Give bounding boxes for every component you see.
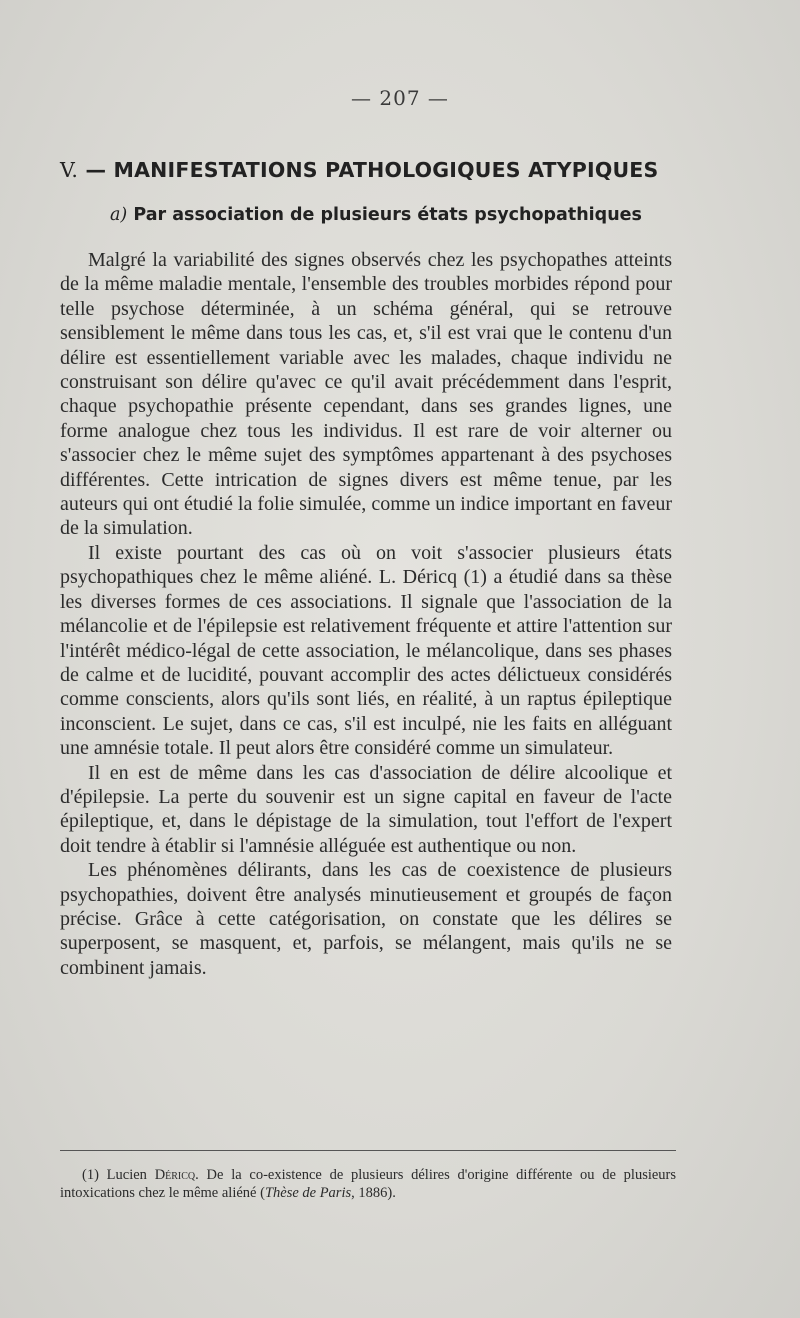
paragraph-4: Les phénomènes délirants, dans les cas de coexistence de plusieurs psychopathies, doivent être analysés minutieusement et groupés de façon précise. Grâce à cette catégorisation, on constate que les délires se superposent, se masquent, et, parfois, se mélangent, mais qu'ils ne se combinent jamais. (60, 859, 672, 979)
footnote-source: Thèse de Paris (264, 1185, 352, 1201)
paragraph-2: Il existe pourtant des cas où on voit s'associer plusieurs états psychopathiques chez le même aliéné. L. Déricq (1) a étudié dans sa thèse les diverses formes de ces associations. Il signale que l'association de la mélancolie et de l'épilepsie est relativement fréquente et attire l'attention sur l'intérêt médico-légal de cette association, le mélancolique, dans ses phases de calme et de lucidité, pouvant accomplir des actes délictueux considérés comme conscients, alors qu'ils sont liés, en réalité, à un raptus épileptique inconscient. Le sujet, dans ce cas, s'il est inculpé, nie les faits en alléguant une amnésie totale. Il peut alors être considéré comme un simulateur. (60, 541, 672, 760)
footnote-author-last: Déricq. (154, 1167, 199, 1183)
section-heading (60, 158, 750, 182)
footnote-text: De la co-existence de plusieurs délires d'origine différente ou de plusieurs intoxications chez le même aliéné ( (60, 1167, 677, 1201)
footnote-paragraph (60, 1166, 676, 1202)
footnote-tail: , 1886). (351, 1185, 396, 1201)
paragraph-1: Malgré la variabilité des signes observés chez les psychopathes atteints de la même maladie mentale, l'ensemble des troubles morbides répond pour telle psychose déterminée, à un schéma général, qui se retrouve sensiblement le même dans tous les cas, et, s'il est vrai que le contenu d'un délire est essentiellement variable avec les malades, chaque individu ne construisant son délire qu'avec ce qu'il avait précédemment dans l'esprit, chaque psychopathie présente cependant, dans ses grandes lignes, une forme analogue chez tous les individus. Il est rare de voir alterner ou s'associer chez le même sujet des symptômes appartenant à des psychoses différentes. Cette intrication de signes divers est même tenue, par les auteurs qui ont étudié la folie simulée, comme un indice important en faveur de la simulation. (60, 249, 672, 540)
body-text (60, 248, 672, 980)
section-title-text: — MANIFESTATIONS PATHOLOGIQUES ATYPIQUES (85, 158, 659, 182)
page-number: — 207 — (351, 86, 449, 110)
footnote-marker: (1) (82, 1167, 99, 1183)
paragraph-3: Il en est de même dans les cas d'association de délire alcoolique et d'épilepsie. La perte du souvenir est un signe capital en faveur de l'acte épileptique, et, dans le dépistage de la simulation, tout l'effort de l'expert doit tendre à établir si l'amnésie alléguée est authentique ou non. (60, 761, 672, 857)
subsection-heading (110, 205, 642, 225)
footnote-divider (60, 1150, 676, 1151)
footnote-author-first: Lucien (106, 1167, 147, 1183)
subsection-title-text: Par association de plusieurs états psychopathiques (133, 205, 642, 225)
section-numeral: V. (60, 158, 79, 182)
footnote (60, 1166, 676, 1202)
subsection-letter: a) (110, 205, 128, 225)
